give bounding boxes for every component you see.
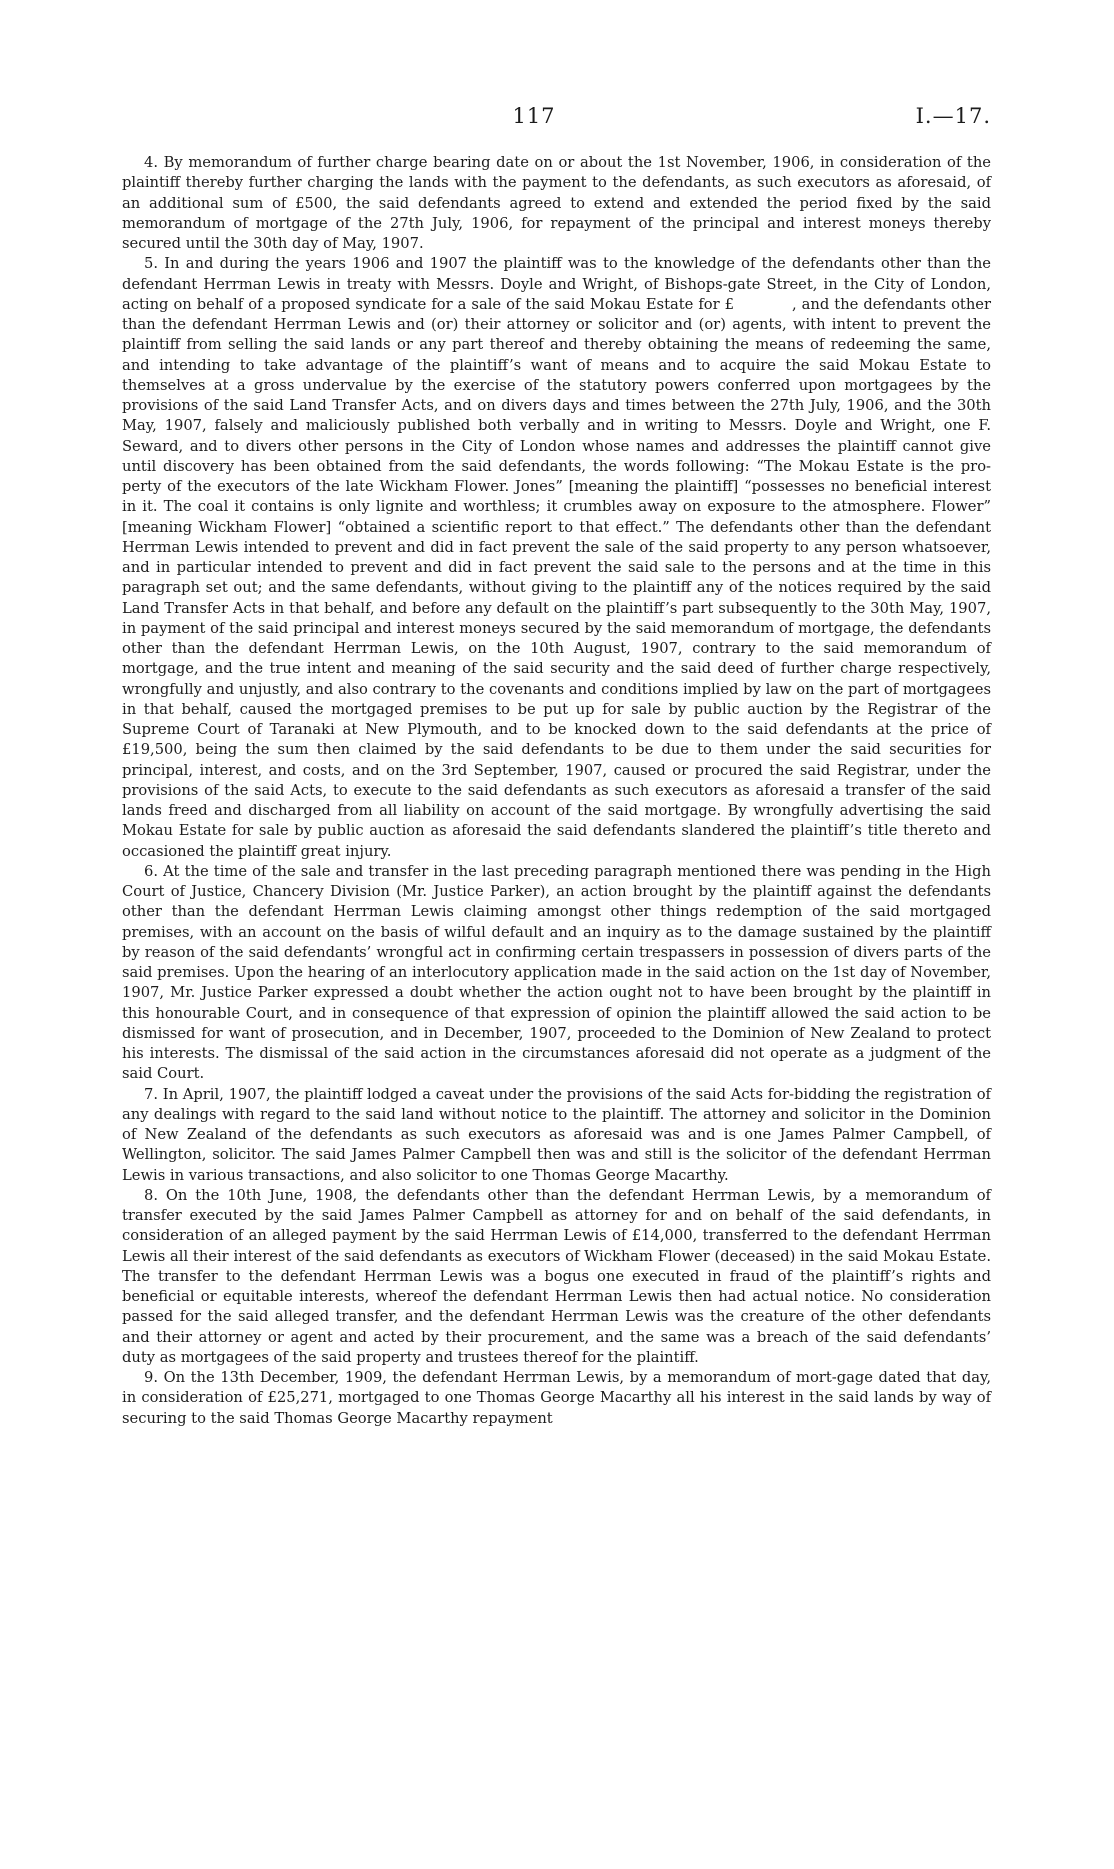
body-text (122, 153, 991, 1429)
page-number: 117 (512, 104, 556, 128)
paragraph-text: 4. By memorandum of further charge bearing date on or about the 1st November, 1906, in consideration of the plaintiff thereby further charging the lands with the payment to the defendants, as such executors as aforesaid, of an additional sum of £500, the said defendants agreed to extend and extended the period fixed by the said memorandum of mortgage of the 27th July, 1906, for repayment of the principal and interest moneys thereby secured until the 30th day of May, 1907. (122, 154, 991, 252)
document-reference: I.—17. (915, 104, 991, 128)
paragraph-text-continued: , and the defendants other than the defendant Herrman Lewis and (or) their attorney or solicitor and (or) agents, with intent to prevent the plaintiff from selling the said lands or any part thereof and thereby obtaining the means of redeeming the same, and intending to take advantage of the plaintiff’s want of means and to acquire the said Mokau Estate to themselves at a gross undervalue by the exercise of the statutory powers conferred upon mortgagees by the provisions of the said Land Transfer Acts, and on divers days and times between the 27th July, 1906, and the 30th May, 1907, falsely and maliciously published both verbally and in writing to Messrs. Doyle and Wright, one F. Seward, and to divers other persons in the City of London whose names and addresses the plaintiff cannot give until discovery has been obtained from the said defendants, the words following: “The Mokau Estate is the pro-perty of the executors of the late Wickham Flower. Jones” [meaning the plaintiff] “possesses no beneficial interest in it. The coal it contains is only lignite and worthless; it crumbles away on exposure to the atmosphere. Flower” [meaning Wickham Flower] “obtained a scientific report to that effect.” The defendants other than the defendant Herrman Lewis intended to prevent and did in fact prevent the sale of the said property to any person whatsoever, and in particular intended to prevent and did in fact prevent the said sale to the persons and at the time in this paragraph set out; and the same defendants, without giving to the plaintiff any of the notices required by the said Land Transfer Acts in that behalf, and before any default on the plaintiff’s part subsequently to the 30th May, 1907, in payment of the said principal and interest moneys secured by the said memorandum of mortgage, the defendants other than the defendant Herrman Lewis, on the 10th August, 1907, contrary to the said memorandum of mortgage, and the true intent and meaning of the said security and the said deed of further charge respectively, wrongfully and unjustly, and also contrary to the covenants and conditions implied by law on the part of mortgagees in that behalf, caused the mortgaged premises to be put up for sale by public auction by the Registrar of the Supreme Court of Taranaki at New Plymouth, and to be knocked down to the said defendants at the price of £19,500, being the sum then claimed by the said defendants to be due to them under the said securities for principal, interest, and costs, and on the 3rd September, 1907, caused or procured the said Registrar, under the provisions of the said Acts, to execute to the said defendants as such executors as aforesaid a transfer of the said lands freed and discharged from all liability on account of the said mortgage. By wrongfully advertising the said Mokau Estate for sale by public auction as aforesaid the said defendants slandered the plaintiff’s title thereto and occasioned the plaintiff great injury. (122, 295, 992, 860)
paragraph-5 (122, 254, 991, 862)
paragraph-text: 8. On the 10th June, 1908, the defendants other than the defendant Herrman Lewis, by a memorandum of transfer executed by the said James Palmer Campbell as attorney for and on behalf of the said defendants, in consideration of an alleged payment by the said Herrman Lewis of £14,000, transferred to the defendant Herrman Lewis all their interest of the said defendants as executors of Wickham Flower (deceased) in the said Mokau Estate. The transfer to the defendant Herrman Lewis was a bogus one executed in fraud of the plaintiff’s rights and beneficial or equitable interests, whereof the defendant Herrman Lewis then had actual notice. No consideration passed for the said alleged transfer, and the defendant Herrman Lewis was the creature of the other defendants and their attorney or agent and acted by their procurement, and the same was a breach of the said defendants’ duty as mortgagees of the said property and trustees thereof for the plaintiff. (122, 1186, 991, 1366)
page-header (0, 104, 1114, 134)
paragraph-7 (122, 1085, 991, 1186)
paragraph-text: 7. In April, 1907, the plaintiff lodged a caveat under the provisions of the said Acts for-bidding the registration of any dealings with regard to the said land without notice to the plaintiff. The attorney and solicitor in the Dominion of New Zealand of the defendants as such executors as aforesaid was and is one James Palmer Campbell, of Wellington, solicitor. The said James Palmer Campbell then was and still is the solicitor of the defendant Herrman Lewis in various transactions, and also solicitor to one Thomas George Macarthy. (122, 1085, 991, 1184)
paragraph-4 (122, 153, 991, 254)
paragraph-text: 6. At the time of the sale and transfer in the last preceding paragraph mentioned there was pending in the High Court of Justice, Chancery Division (Mr. Justice Parker), an action brought by the plaintiff against the defendants other than the defendant Herrman Lewis claiming amongst other things redemption of the said mortgaged premises, with an account on the basis of wilful default and an inquiry as to the damage sustained by the plaintiff by reason of the said defendants’ wrongful act in confirming certain trespassers in possession of divers parts of the said premises. Upon the hearing of an interlocutory application made in the said action on the 1st day of November, 1907, Mr. Justice Parker expressed a doubt whether the action ought not to have been brought by the plaintiff in this honourable Court, and in consequence of that expression of opinion the plaintiff allowed the said action to be dismissed for want of prosecution, and in December, 1907, proceeded to the Dominion of New Zealand to protect his interests. The dismissal of the said action in the circumstances aforesaid did not operate as a judgment of the said Court. (122, 862, 991, 1083)
paragraph-text: 9. On the 13th December, 1909, the defendant Herrman Lewis, by a memorandum of mort-gage dated that day, in consideration of £25,271, mortgaged to one Thomas George Macarthy all his interest in the said lands by way of securing to the said Thomas George Macarthy repayment (122, 1369, 991, 1427)
paragraph-8 (122, 1186, 991, 1368)
paragraph-6 (122, 862, 991, 1085)
paragraph-9 (122, 1368, 991, 1429)
paragraph-text: 5. In and during the years 1906 and 1907 the plaintiff was to the knowledge of the defendants other than the defendant Herrman Lewis in treaty with Messrs. Doyle and Wright, of Bishops-gate Street, in the City of London, acting on behalf of a proposed syndicate for a sale of the said Mokau Estate for £ (122, 255, 991, 313)
